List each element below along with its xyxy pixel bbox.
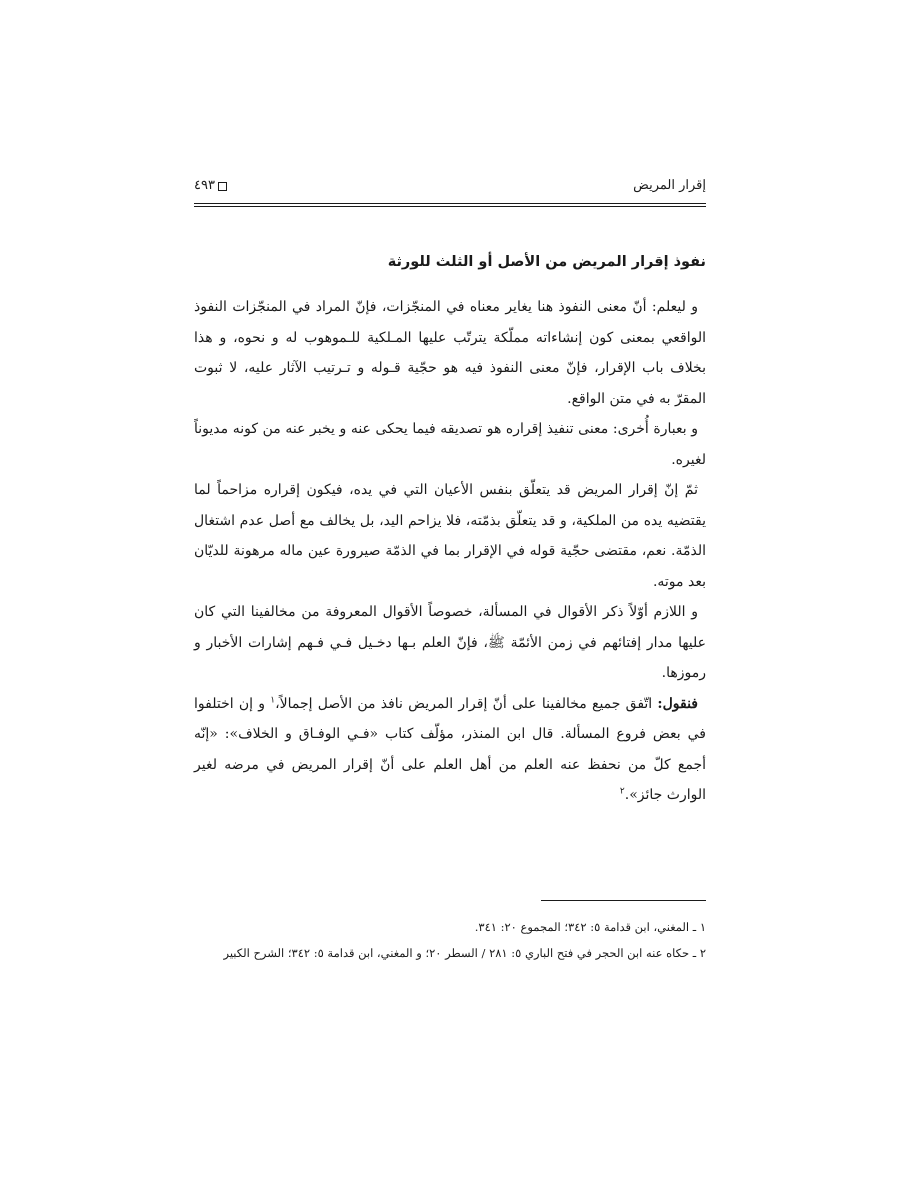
footnote-1: ١ ـ المغني، ابن قدامة ٥: ٣٤٢؛ المجموع ٢٠: ٣٤١. <box>474 920 706 934</box>
footnotes <box>194 914 706 966</box>
lead-word: فنقول: <box>657 695 698 712</box>
paragraph-3: ثمّ إنّ إقرار المريض قد يتعلّق بنفس الأعيان التي في يده، فيكون إقراره مزاحماً لما يقتضيه يده من الملكية، و قد يتعلّق بذمّته، فلا يزاحم اليد، بل يخالف مع أصل عدم اشتغال الذمّة. نعم، مقتضى حجّية قوله في الإقرار بما في الذمّة صيرورة عين ماله مرهونة للديّان بعد موته. <box>194 482 706 590</box>
footnote-ref-1[interactable]: ١ <box>270 694 276 705</box>
paragraph-2: و بعبارة أُخرى: معنى تنفيذ إقراره هو تصديقه فيما يحكى عنه و يخبر عنه من كونه مديوناً لغيره. <box>194 421 706 468</box>
running-title: إقرار المريض <box>633 178 706 193</box>
paragraph-5-text-a: اتّفق جميع مخالفينا على أنّ إقرار المريض نافذ من الأصل إجمالاً، <box>275 695 658 712</box>
page-number-block <box>194 176 227 196</box>
running-header <box>194 176 706 196</box>
paragraph-5-text-b: و إن اختلفوا في بعض فروع المسألة. قال ابن المنذر، مؤلّف كتاب «فـي الوفـاق و الخلاف»: «إنّه أجمع كلّ من نحفظ عنه العلم من أهل العلم على أنّ إقرار المريض في مرضه لغير الوارث جائز». <box>194 695 706 803</box>
footnote-rule <box>541 900 706 901</box>
section-heading: نفوذ إقرار المريض من الأصل أو الثلث للورثة <box>387 254 706 270</box>
paragraph-5 <box>194 689 706 811</box>
paragraph-4: و اللازم أوّلاً ذكر الأقوال في المسألة، خصوصاً الأقوال المعروفة من مخالفينا التي كان عليها مدار إفتائهم في زمن الأئمّة ﷺ، فإنّ العلم بـها دخـيل فـي فـهم إشارات الأخبار و رموزها. <box>194 604 706 681</box>
footnote-2: ٢ ـ حكاه عنه ابن الحجر في فتح الباري ٥: ٢٨١ / السطر ٢٠؛ و المغني، ابن قدامة ٥: ٣٤٢؛ الشرح الكبير <box>223 946 706 960</box>
square-outline-icon <box>218 182 227 191</box>
header-rule <box>194 203 706 207</box>
paragraph-1: و ليعلم: أنّ معنى النفوذ هنا يغاير معناه في المنجّزات، فإنّ المراد في المنجّزات النفوذ الواقعي بمعنى كون إنشاءاته مملّكة يترتّب عليها المـلكية للـموهوب له و نحوه، و هذا بخلاف باب الإقرار، فإنّ معنى النفوذ فيه هو حجّية قـوله و تـرتيب الآثار عليه، لا ثبوت المقرّ به في متن الواقع. <box>194 299 706 407</box>
page-number: ٤٩٣ <box>194 178 215 193</box>
footnote-ref-2[interactable]: ٢ <box>619 786 625 797</box>
book-page <box>194 0 706 1200</box>
body-text <box>194 292 706 811</box>
